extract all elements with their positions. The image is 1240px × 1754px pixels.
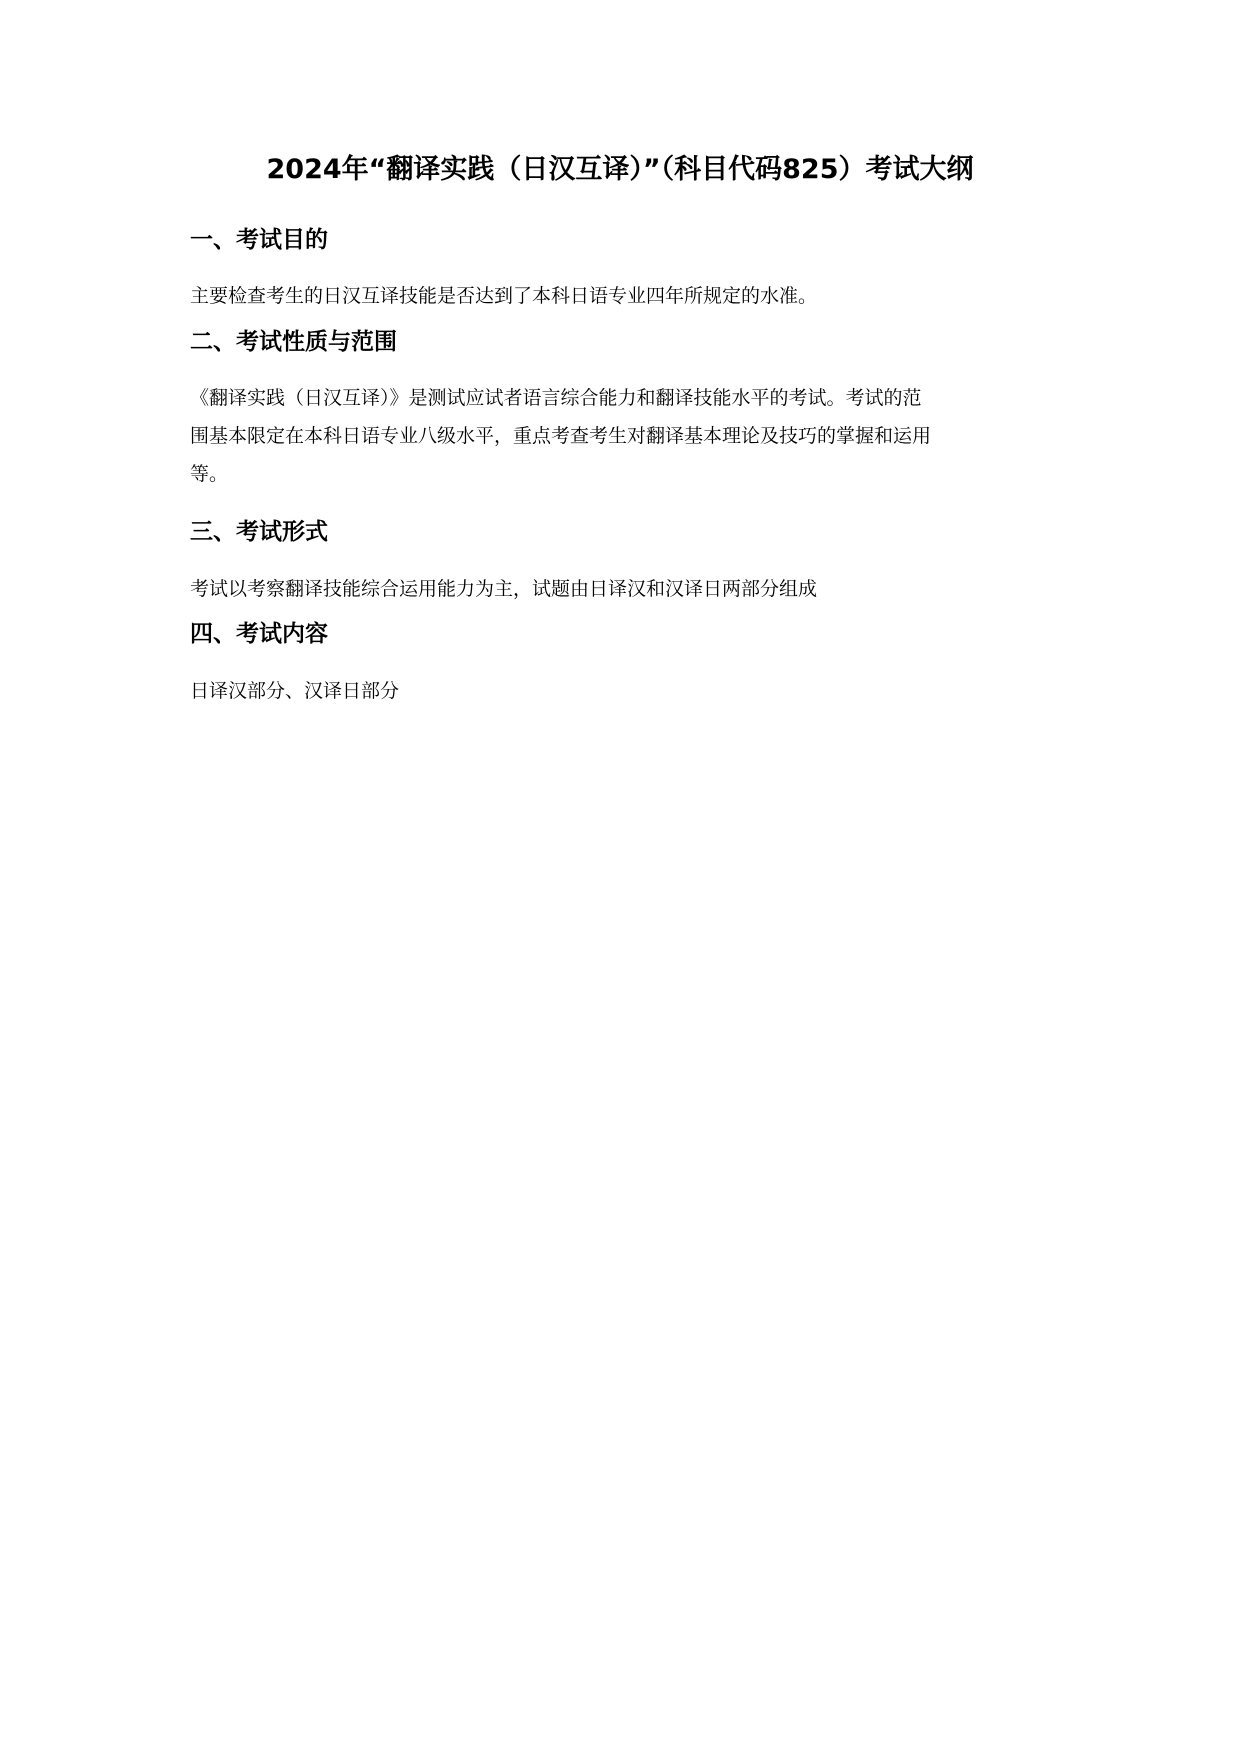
section-body-content [190,672,1050,710]
body-line: 围基本限定在本科日语专业八级水平，重点考查考生对翻译基本理论及技巧的掌握和运用 [190,425,932,447]
body-line: 考试以考察翻译技能综合运用能力为主，试题由日译汉和汉译日两部分组成 [190,578,818,600]
body-line: 日译汉部分、汉译日部分 [190,680,400,702]
section-heading-purpose: 一、考试目的 [190,227,328,253]
body-line: 等。 [190,463,229,485]
section-body-format [190,570,1050,608]
document-title: 2024年“翻译实践（日汉互译）”（科目代码825）考试大纲 [266,154,974,185]
section-heading-nature-scope: 二、考试性质与范围 [190,329,397,355]
body-line: 《翻译实践（日汉互译）》是测试应试者语言综合能力和翻译技能水平的考试。考试的范 [190,387,922,409]
body-line: 主要检查考生的日汉互译技能是否达到了本科日语专业四年所规定的水准。 [190,285,818,307]
section-heading-content: 四、考试内容 [190,621,328,647]
section-body-nature-scope [190,379,1050,493]
section-body-purpose [190,277,1050,315]
section-heading-format: 三、考试形式 [190,519,328,545]
